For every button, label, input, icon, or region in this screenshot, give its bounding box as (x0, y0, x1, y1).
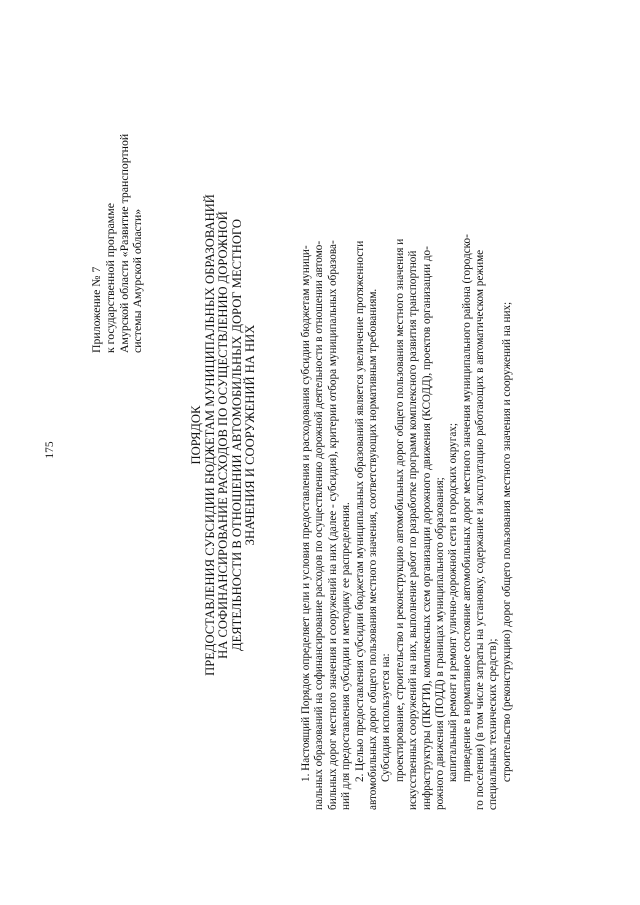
body-text-line: капитальный ремонт и ремонт улично-дорожной сети в городских округах; (447, 423, 460, 782)
body-text-line: го поселения) (в том числе затраты на установку, содержание и эксплуатацию работающих в автоматическом режиме (474, 249, 487, 810)
document-title (190, 105, 258, 765)
body-text-line: искусственных сооружений на них, выполнение работ по разработке программ комплексного развития транспортной (407, 250, 420, 810)
title-line: НА СОФИНАНСИРОВАНИЕ РАСХОДОВ ПО ОСУЩЕСТВЛЕНИЮ ДОРОЖНОЙ (216, 211, 231, 659)
document-body (300, 30, 514, 810)
body-text-line: ний для предоставления субсидии и методику ее распределения. (340, 502, 353, 810)
appendix-line: Приложение № 7 (89, 266, 103, 353)
body-text-line: приведение в нормативное состояние автомобильных дорог местного значения муниципального района (городско- (460, 234, 473, 782)
title-line: ЗНАЧЕНИЯ И СООРУЖЕНИЙ НА НИХ (243, 324, 258, 546)
title-line: ПРЕДОСТАВЛЕНИЯ СУБСИДИИ БЮДЖЕТАМ МУНИЦИПАЛЬНЫХ ОБРАЗОВАНИЙ (202, 194, 217, 676)
body-text-line: бильных дорог местного значения и сооружений на них (далее - субсидия), критерии отбора муниципальных образова- (326, 240, 339, 810)
body-text-line: строительство (реконструкцию) дорог общего пользования местного значения и сооружений на них; (500, 301, 513, 782)
body-text-line: проектирование, строительство и реконструкцию автомобильных дорог общего пользования местного значения и (393, 238, 406, 782)
title-heading: ПОРЯДОК (189, 405, 203, 465)
appendix-header (90, 93, 145, 353)
body-text-line: инфраструктуры (ПКРТИ), комплексных схем организации дорожного движения (КСОДД), проектов организации до- (420, 246, 433, 810)
appendix-line: к государственной программе (102, 203, 117, 353)
page-number: 175 (44, 441, 56, 459)
appendix-line: системы Амурской области» (130, 208, 145, 353)
body-text-line: рожного движения (ПОДД) в границах муниципального образования; (433, 477, 446, 810)
body-text-line: 2. Целью предоставления субсидии бюджетам муниципальных образований является увеличение протяженности (353, 240, 366, 782)
title-line: ДЕЯТЕЛЬНОСТИ В ОТНОШЕНИИ АВТОМОБИЛЬНЫХ ДОРОГ МЕСТНОГО (229, 219, 244, 651)
body-text-line: 1. Настоящий Порядок определяет цели и условия предоставления и расходования субсидии бюджетам муници- (300, 245, 312, 782)
body-text-line: автомобильных дорог общего пользования местного значения, соответствующих нормативным требованиям. (366, 288, 379, 810)
body-text-line: специальных технических средств); (487, 638, 500, 810)
body-text-line: пальных образований на софинансирование расходов по осуществлению дорожной деятельности в отношении автомо- (313, 240, 326, 810)
body-text-line: Субсидия используется на: (380, 653, 393, 782)
appendix-line: Амурской области «Развитие транспортной (116, 133, 131, 353)
